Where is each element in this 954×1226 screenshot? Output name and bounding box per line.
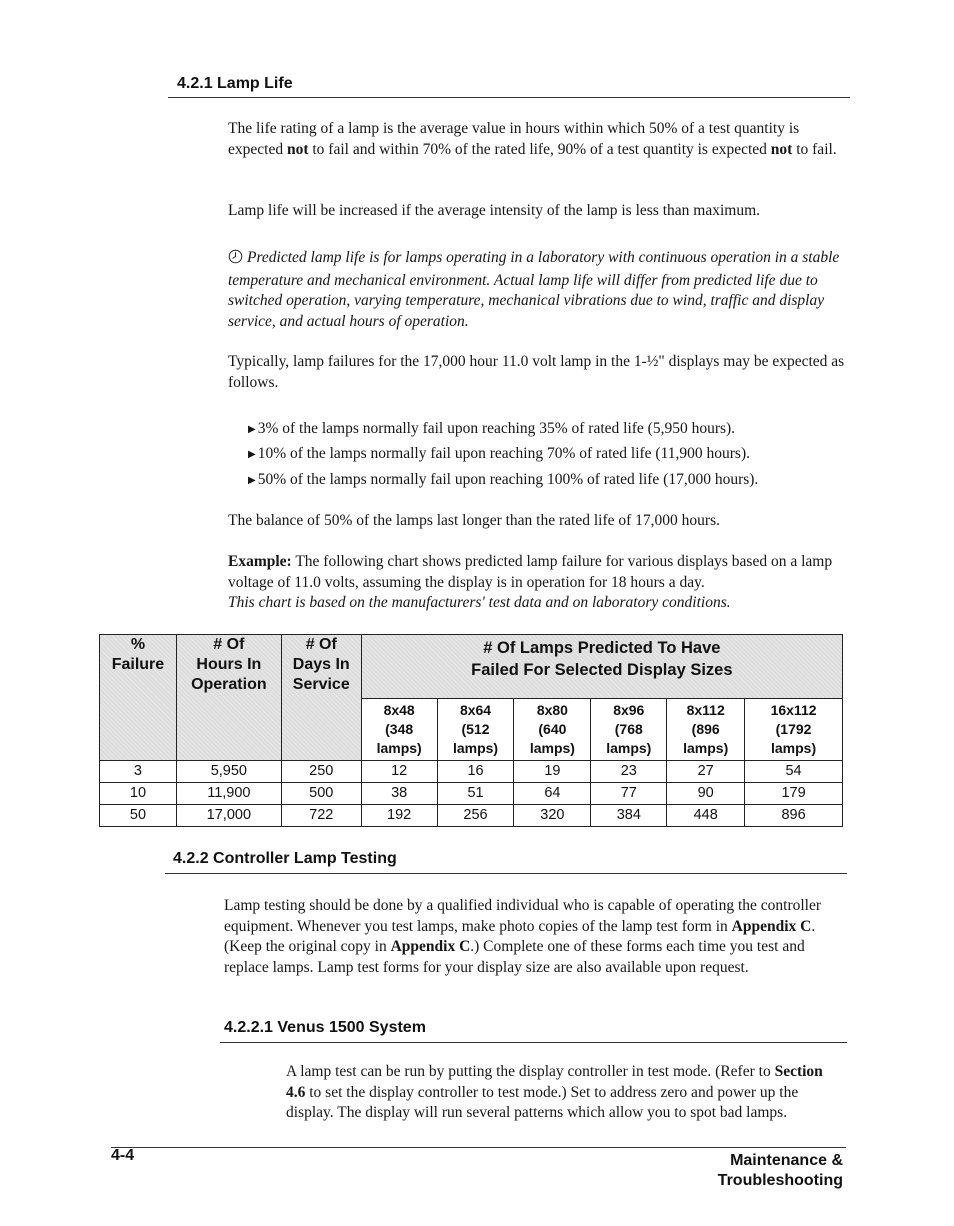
table-cell: 896 — [745, 805, 843, 827]
header-lamps-predicted: # Of Lamps Predicted To Have Failed For Selected Display Sizes — [361, 635, 842, 699]
table-row — [100, 761, 843, 783]
paragraph-balance: The balance of 50% of the lamps last longer than the rated life of 17,000 hours. — [228, 512, 720, 529]
header-size-8x80: 8x80 (640 lamps) — [514, 699, 591, 761]
header-size-8x64: 8x64 (512 lamps) — [437, 699, 514, 761]
header-size-8x96: 8x96 (768 lamps) — [591, 699, 667, 761]
table-cell: 179 — [745, 783, 843, 805]
table-cell: 320 — [514, 805, 591, 827]
table-cell: 17,000 — [176, 805, 281, 827]
page-number: 4-4 — [111, 1147, 135, 1164]
table-cell: 27 — [667, 761, 745, 783]
list-item: ▶ 3% of the lamps normally fail upon reaching 35% of rated life (5,950 hours). — [248, 420, 736, 437]
table-cell: 77 — [591, 783, 667, 805]
bullet-icon: ▶ — [248, 449, 256, 460]
table-cell: 64 — [514, 783, 591, 805]
list-item: ▶ 50% of the lamps normally fail upon reaching 100% of rated life (17,000 hours). — [248, 471, 759, 488]
table-cell: 12 — [361, 761, 437, 783]
header-size-8x112: 8x112 (896 lamps) — [667, 699, 745, 761]
table-cell: 384 — [591, 805, 667, 827]
table-cell: 5,950 — [176, 761, 281, 783]
table-cell: 19 — [514, 761, 591, 783]
table-cell: 3 — [100, 761, 177, 783]
section-heading-venus-1500: 4.2.2.1 Venus 1500 System — [224, 1019, 426, 1036]
section-heading-controller-lamp-testing: 4.2.2 Controller Lamp Testing — [173, 850, 397, 867]
table-cell: 722 — [281, 805, 361, 827]
heading-rule — [220, 1042, 847, 1043]
note-predicted-life: Predicted lamp life is for lamps operating in a laboratory with continuous operation in a stable temperature and mechanical environment. Actual lamp life will differ from predicted life due to switched operation, varying temperature, mechanical vibrations due to wind, traffic and display service, and actual hours of operation. — [228, 249, 840, 330]
bullet-icon: ▶ — [248, 475, 256, 486]
table-row — [100, 805, 843, 827]
table-cell: 90 — [667, 783, 745, 805]
table-cell: 38 — [361, 783, 437, 805]
table-cell: 23 — [591, 761, 667, 783]
bullet-icon: ▶ — [248, 424, 256, 435]
paragraph-lamp-testing: Lamp testing should be done by a qualified individual who is capable of operating the controller equipment. Whenever you test lamps, make photo copies of the lamp test form in Appendix C. (Keep the original copy in Appendix C.) Complete one of these forms each time you test and replace lamps. Lamp test forms for your display size are also available upon request. — [224, 897, 822, 976]
table-cell: 51 — [437, 783, 514, 805]
table-cell: 500 — [281, 783, 361, 805]
header-size-16x112: 16x112 (1792 lamps) — [745, 699, 843, 761]
table-cell: 250 — [281, 761, 361, 783]
paragraph-life-increase: Lamp life will be increased if the average intensity of the lamp is less than maximum. — [228, 202, 761, 219]
section-heading-lamp-life: 4.2.1 Lamp Life — [177, 75, 293, 92]
paragraph-example: Example: The following chart shows predicted lamp failure for various displays based on a lamp voltage of 11.0 volts, assuming the display is in operation for 18 hours a day. This chart is based on the manufacturers' test data and on laboratory conditions. — [228, 553, 833, 611]
heading-rule — [165, 873, 847, 874]
paragraph-life-rating: The life rating of a lamp is the average value in hours within which 50% of a test quantity is expected not to fail and within 70% of the rated life, 90% of a test quantity is expected not to fail. — [228, 120, 837, 158]
list-item: ▶ 10% of the lamps normally fail upon reaching 70% of rated life (11,900 hours). — [248, 445, 750, 462]
table-cell: 10 — [100, 783, 177, 805]
table-cell: 50 — [100, 805, 177, 827]
header-hours: # Of Hours In Operation — [176, 635, 281, 761]
clock-icon — [228, 249, 243, 271]
footer-chapter-title: Maintenance & Troubleshooting — [717, 1152, 843, 1189]
table-cell: 192 — [361, 805, 437, 827]
paragraph-typical-failures: Typically, lamp failures for the 17,000 hour 11.0 volt lamp in the 1-½" displays may be expected as follows. — [228, 353, 845, 391]
table-row — [100, 783, 843, 805]
header-size-8x48: 8x48 (348 lamps) — [361, 699, 437, 761]
lamp-failure-table — [99, 634, 843, 827]
footer-rule — [111, 1147, 846, 1148]
paragraph-venus-test: A lamp test can be run by putting the display controller in test mode. (Refer to Section 4.6 to set the display controller to test mode.) Set to address zero and power up the display. The display will run several patterns which allow you to spot bad lamps. — [286, 1063, 823, 1121]
heading-rule — [168, 97, 850, 98]
table-cell: 54 — [745, 761, 843, 783]
table-cell: 448 — [667, 805, 745, 827]
table-cell: 16 — [437, 761, 514, 783]
table-cell: 256 — [437, 805, 514, 827]
header-days: # Of Days In Service — [281, 635, 361, 761]
table-cell: 11,900 — [176, 783, 281, 805]
header-failure: % Failure — [100, 635, 177, 761]
